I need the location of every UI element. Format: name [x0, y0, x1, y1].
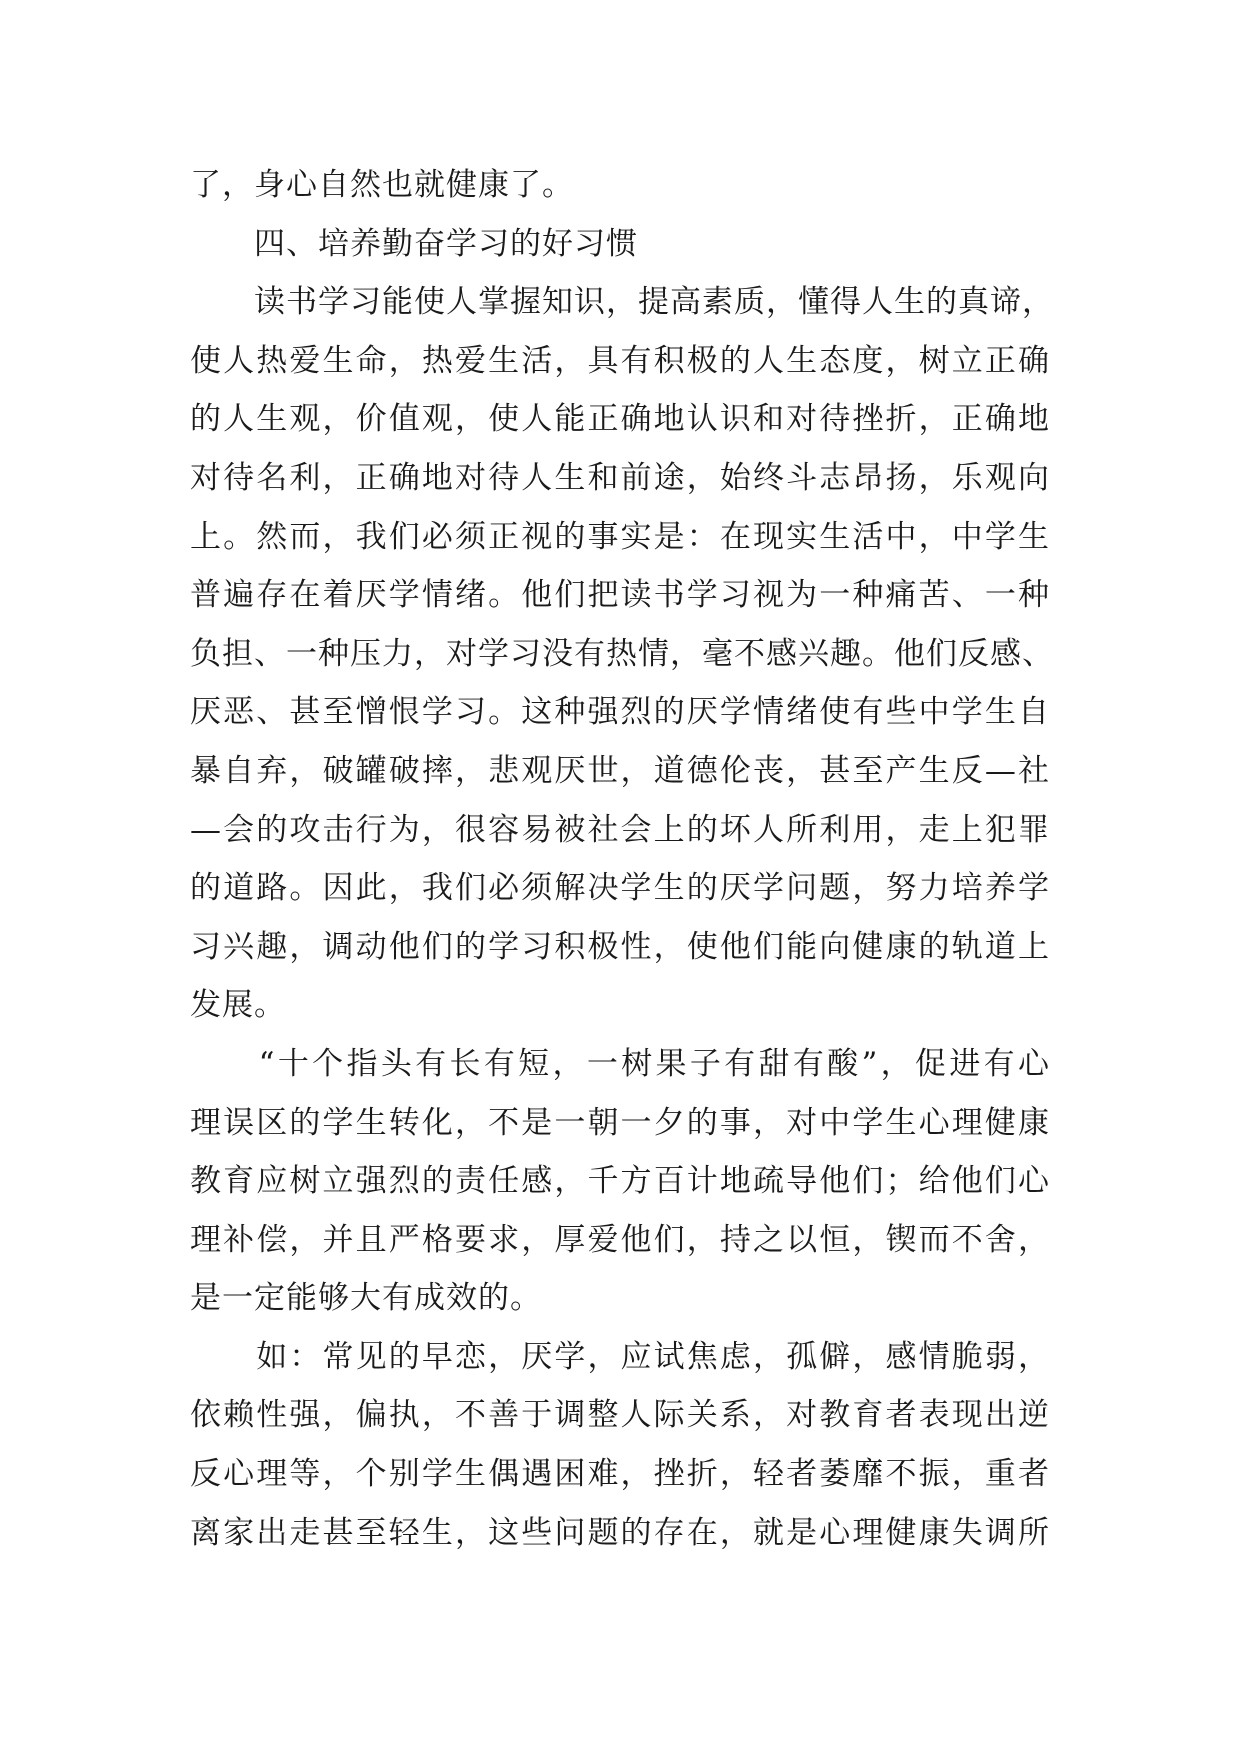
text-line: 对待名利，正确地对待人生和前途，始终斗志昂扬，乐观向 — [190, 459, 1050, 496]
text-line: 的人生观，价值观，使人能正确地认识和对待挫折，正确地 — [190, 401, 1050, 438]
text-line: 上。然而，我们必须正视的事实是：在现实生活中，中学生 — [190, 518, 1050, 555]
body-text — [190, 156, 1054, 1562]
text-line: 了，身心自然也就健康了。 — [190, 167, 574, 203]
text-line: 读书学习能使人掌握知识，提高素质，懂得人生的真谛， — [190, 284, 1054, 321]
text-line: “十个指头有长有短，一树果子有甜有酸”，促进有心 — [190, 1045, 1050, 1082]
text-line: 发展。 — [190, 987, 286, 1024]
text-line: 如：常见的早恋，厌学，应试焦虑，孤僻，感情脆弱， — [190, 1338, 1050, 1375]
text-line: 普遍存在着厌学情绪。他们把读书学习视为一种痛苦、一种 — [190, 577, 1050, 614]
text-line: 负担、一种压力，对学习没有热情，毫不感兴趣。他们反感、 — [190, 635, 1054, 672]
text-line: 离家出走甚至轻生，这些问题的存在，就是心理健康失调所 — [190, 1514, 1050, 1551]
text-line: 厌恶、甚至憎恨学习。这种强烈的厌学情绪使有些中学生自 — [190, 694, 1050, 731]
text-line: 使人热爱生命，热爱生活，具有积极的人生态度，树立正确 — [190, 342, 1050, 379]
text-line: 暴自弃，破罐破摔，悲观厌世，道德伦丧，甚至产生反—社 — [190, 752, 1050, 789]
text-line: 教育应树立强烈的责任感，千方百计地疏导他们；给他们心 — [190, 1163, 1050, 1200]
text-line: 依赖性强，偏执，不善于调整人际关系，对教育者表现出逆 — [190, 1397, 1050, 1434]
text-line: 是一定能够大有成效的。 — [190, 1280, 542, 1317]
text-line: —会的攻击行为，很容易被社会上的坏人所利用，走上犯罪 — [190, 811, 1050, 848]
text-line: 理误区的学生转化，不是一朝一夕的事，对中学生心理健康 — [190, 1104, 1050, 1141]
text-line: 习兴趣，调动他们的学习积极性，使他们能向健康的轨道上 — [190, 928, 1050, 965]
text-line: 理补偿，并且严格要求，厚爱他们，持之以恒，锲而不舍， — [190, 1221, 1050, 1258]
text-line: 的道路。因此，我们必须解决学生的厌学问题，努力培养学 — [190, 870, 1050, 907]
text-line: 四、培养勤奋学习的好习惯 — [190, 225, 638, 262]
text-line: 反心理等，个别学生偶遇困难，挫折，轻者萎靡不振，重者 — [190, 1456, 1050, 1493]
